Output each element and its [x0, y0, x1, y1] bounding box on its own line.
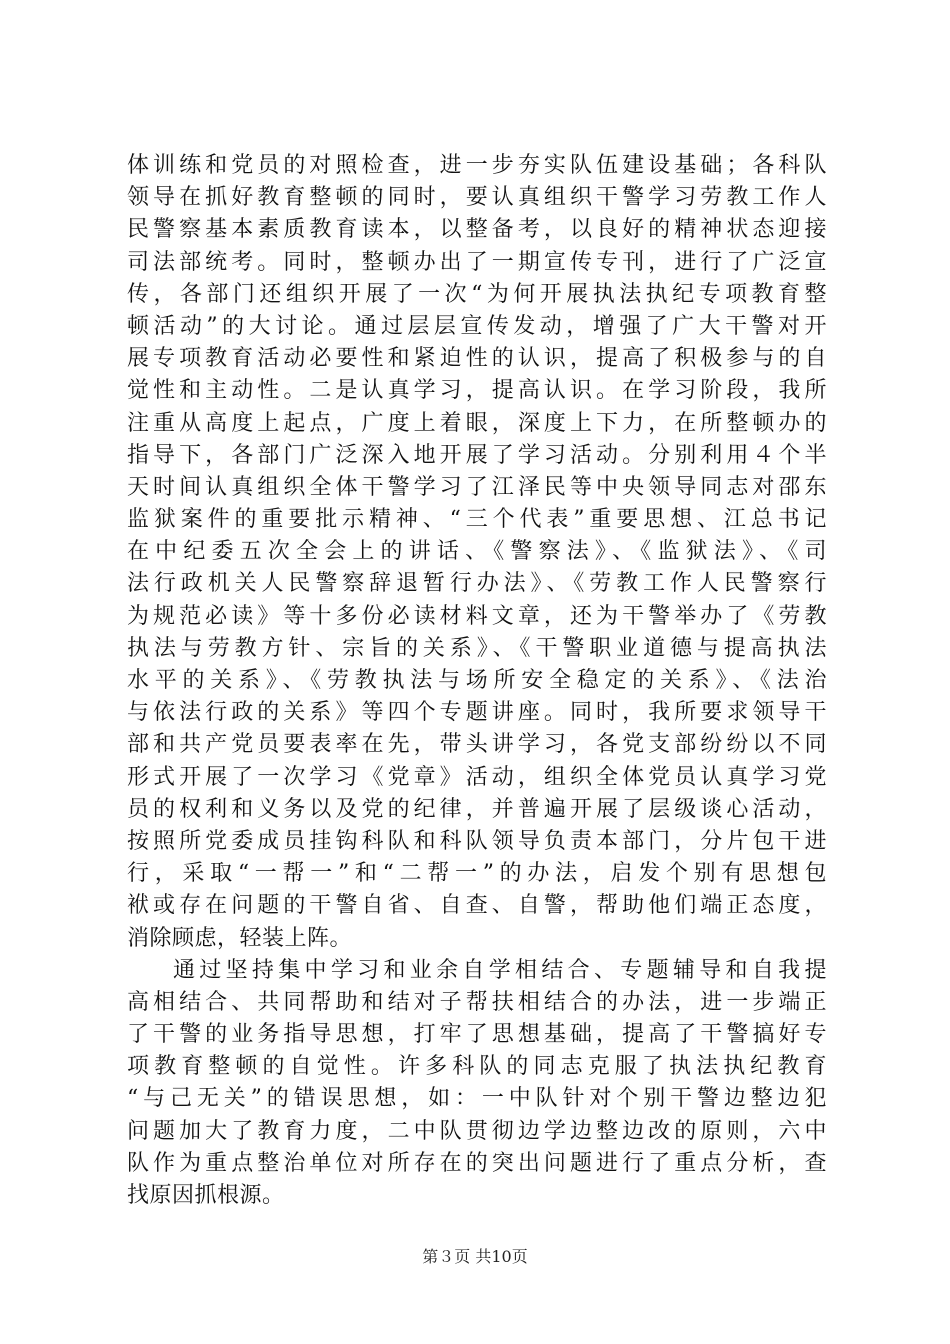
- document-body: [127, 150, 827, 1212]
- text-line: 民警察基本素质教育读本，以整备考，以良好的精神状态迎接: [127, 217, 827, 243]
- text-line: 指导下，各部门广泛深入地开展了学习活动。分别利用４个半: [127, 442, 827, 468]
- text-line: 项教育整顿的自觉性。许多科队的同志克服了执法执纪教育: [127, 1054, 827, 1080]
- text-line: 找原因抓根源。: [127, 1183, 285, 1208]
- text-line: 执法与劳教方针、宗旨的关系》、《干警职业道德与提高执法: [127, 635, 827, 661]
- page-number-footer: 第３页 共10页: [422, 1247, 528, 1266]
- paragraph-2: [127, 955, 827, 1213]
- text-line: 为规范必读》等十多份必读材料文章，还为干警举办了《劳教: [127, 603, 827, 629]
- text-line: 监狱案件的重要批示精神、“三个代表”重要思想、江总书记: [127, 507, 827, 533]
- text-line: 部和共产党员要表率在先，带头讲学习，各党支部纷纷以不同: [127, 732, 827, 758]
- text-line: 通过坚持集中学习和业余自学相结合、专题辅导和自我提: [173, 957, 827, 983]
- text-line: 与依法行政的关系》等四个专题讲座。同时，我所要求领导干: [127, 700, 827, 726]
- text-line: 在中纪委五次全会上的讲话、《警察法》、《监狱法》、《司: [127, 539, 827, 565]
- text-line: “与己无关”的错误思想，如：一中队针对个别干警边整边犯: [127, 1086, 827, 1112]
- text-line: 水平的关系》、《劳教执法与场所安全稳定的关系》、《法治: [127, 668, 827, 693]
- text-line: 觉性和主动性。二是认真学习，提高认识。在学习阶段，我所: [127, 378, 827, 404]
- text-line: 消除顾虑，轻装上阵。: [127, 925, 353, 951]
- text-line: 形式开展了一次学习《党章》活动，组织全体党员认真学习党: [127, 764, 827, 790]
- text-line: 按照所党委成员挂钩科队和科队领导负责本部门，分片包干进: [127, 828, 827, 854]
- text-line: 天时间认真组织全体干警学习了江泽民等中央领导同志对邵东: [127, 474, 827, 500]
- text-line: 问题加大了教育力度，二中队贯彻边学边整边改的原则，六中: [127, 1118, 827, 1144]
- text-line: 法行政机关人民警察辞退暂行办法》、《劳教工作人民警察行: [127, 571, 827, 597]
- paragraph-1: [127, 150, 827, 955]
- text-line: 员的权利和义务以及党的纪律，并普遍开展了层级谈心活动，: [127, 796, 827, 822]
- text-line: 行，采取“一帮一”和“二帮一”的办法，启发个别有思想包: [127, 861, 827, 887]
- text-line: 顿活动”的大讨论。通过层层宣传发动，增强了广大干警对开: [127, 313, 827, 339]
- text-line: 注重从高度上起点，广度上着眼，深度上下力，在所整顿办的: [127, 410, 827, 436]
- text-line: 展专项教育活动必要性和紧迫性的认识，提高了积极参与的自: [127, 346, 827, 372]
- text-line: 体训练和党员的对照检查，进一步夯实队伍建设基础；各科队: [127, 153, 827, 178]
- text-line: 高相结合、共同帮助和结对子帮扶相结合的办法，进一步端正: [127, 989, 827, 1015]
- text-line: 司法部统考。同时，整顿办出了一期宣传专刊，进行了广泛宣: [127, 249, 827, 275]
- text-line: 传，各部门还组织开展了一次“为何开展执法执纪专项教育整: [127, 281, 827, 307]
- text-line: 队作为重点整治单位对所存在的突出问题进行了重点分析，查: [127, 1150, 827, 1176]
- text-line: 领导在抓好教育整顿的同时，要认真组织干警学习劳教工作人: [127, 185, 827, 211]
- text-line: 了干警的业务指导思想，打牢了思想基础，提高了干警搞好专: [127, 1022, 827, 1048]
- text-line: 袱或存在问题的干警自省、自查、自警，帮助他们端正态度，: [127, 893, 827, 919]
